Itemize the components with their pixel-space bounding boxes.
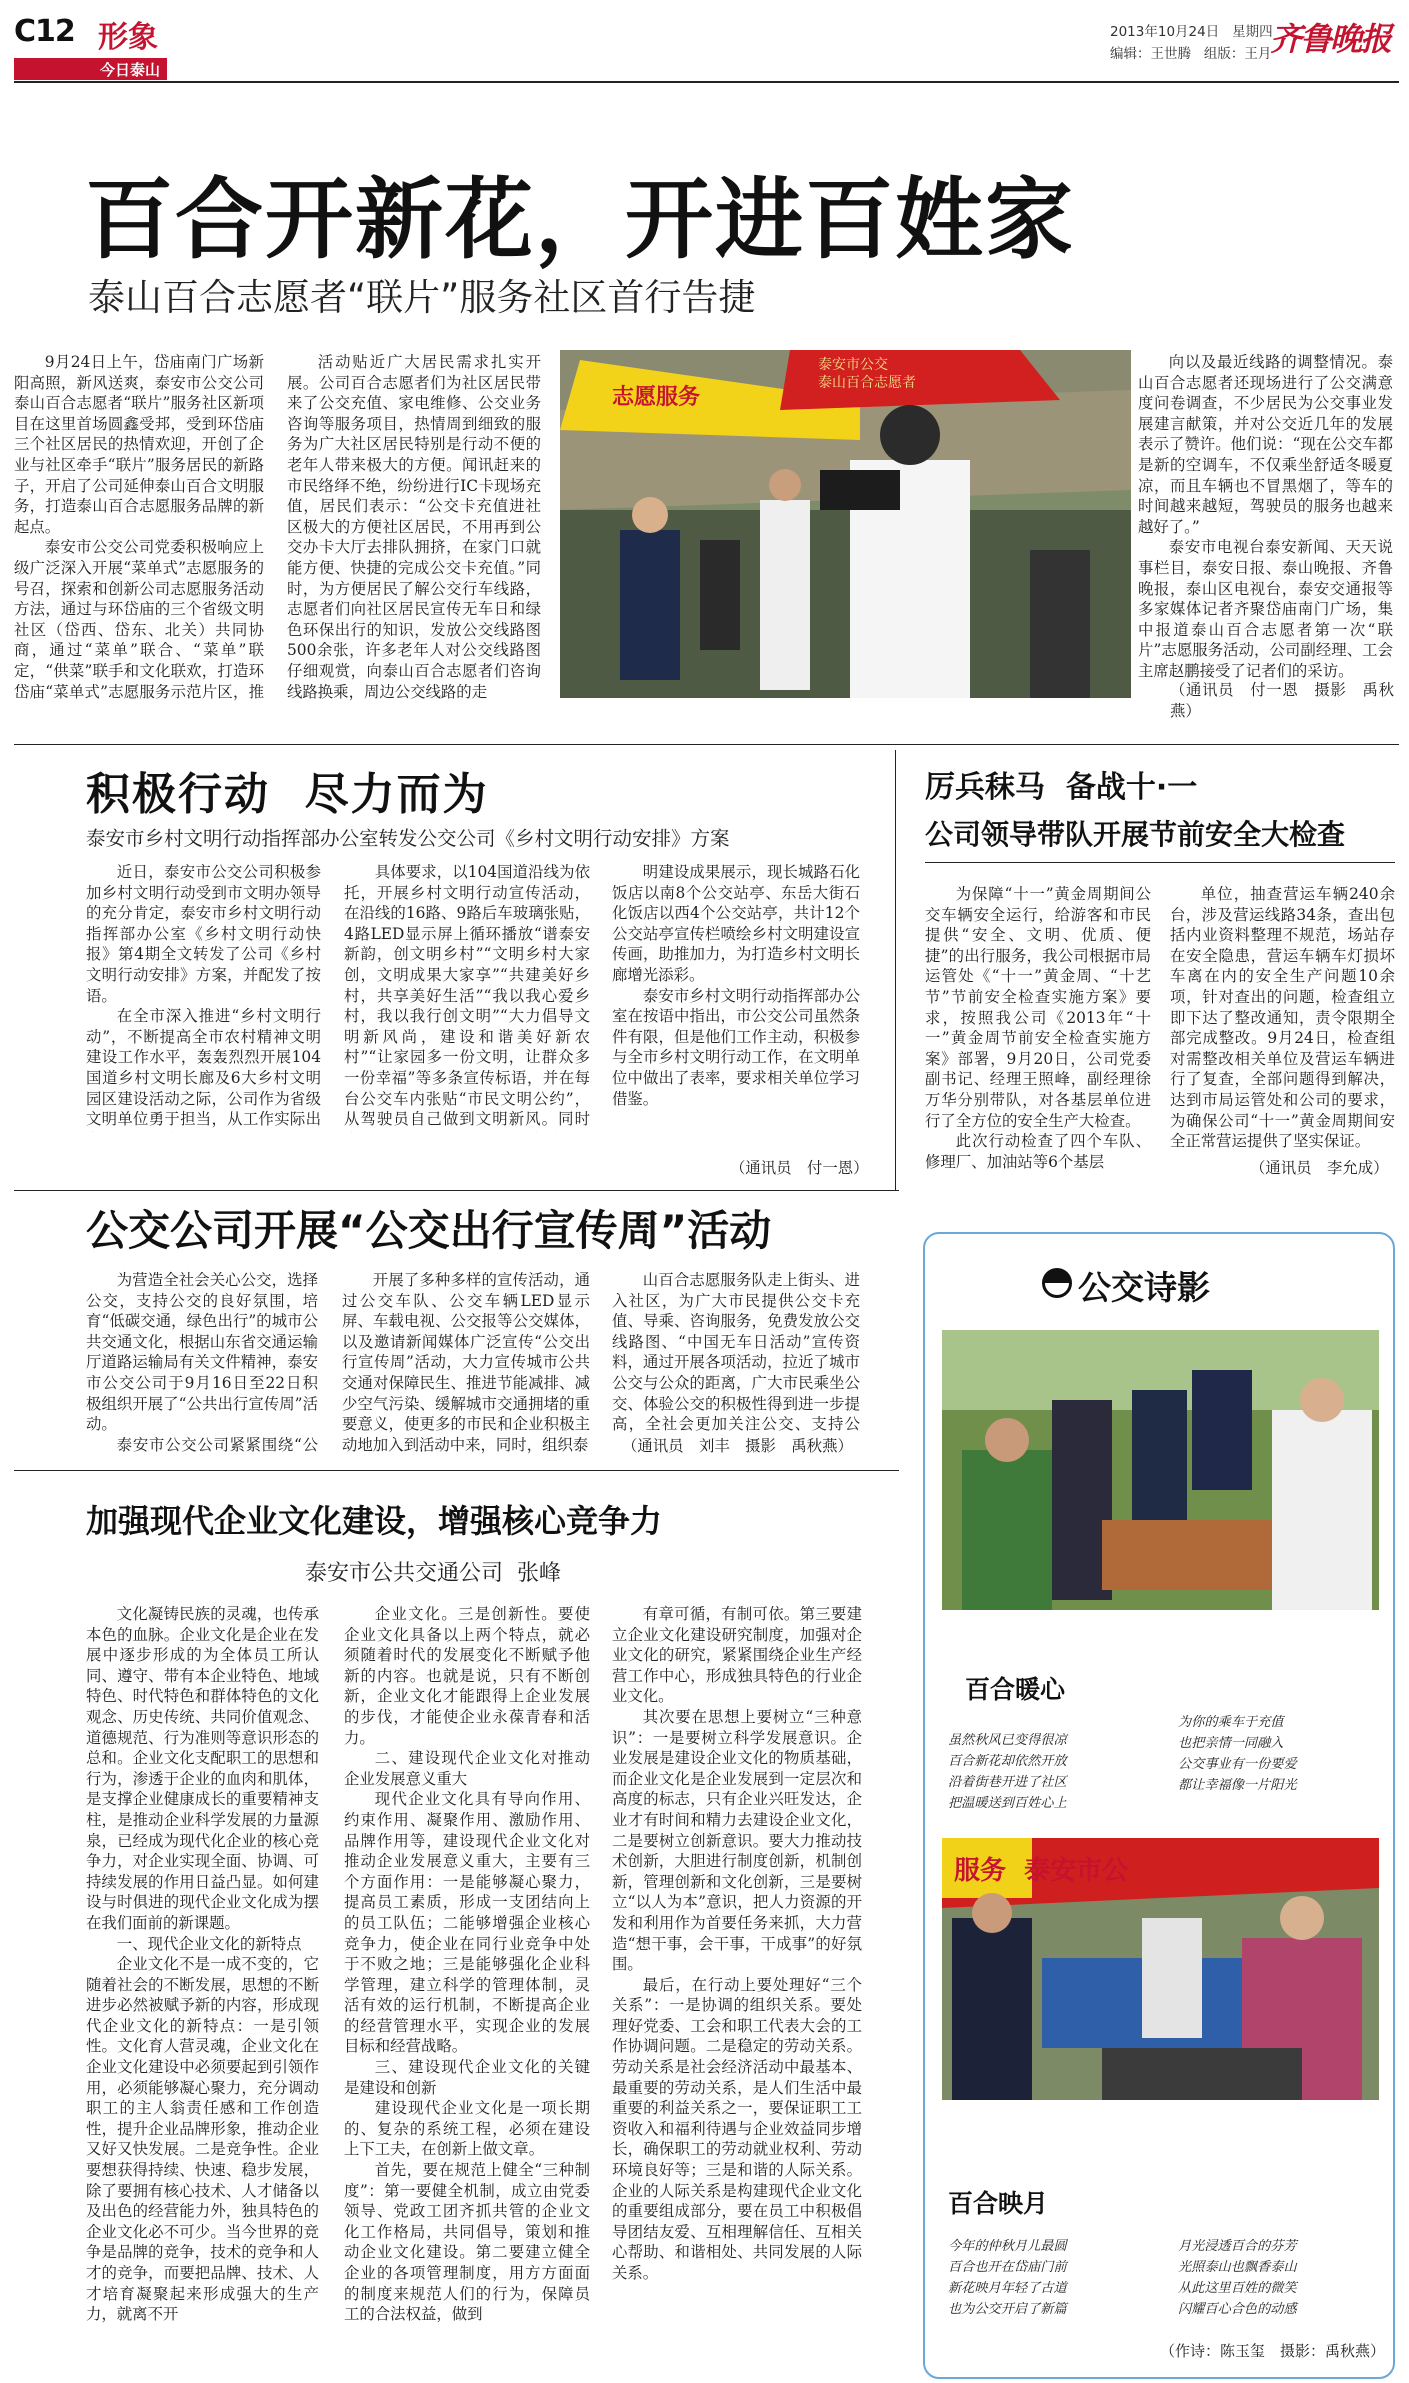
story4-col2	[342, 1270, 590, 1455]
main-story-byline: （通讯员 付一恩 摄影 禹秋燕）	[1170, 681, 1394, 720]
paragraph: 为保障“十一”黄金周期间公交车辆安全运行，给游客和市民提供“安全、文明、优质、便捷”的出行服务，我公司根据市局运管处《“十一”黄金周、“十艺节”节前安全检查实施方案》要求，按照我公司《2013年“十一”黄金周节前安全检查实施方案》部署，9月20日，公司党委副书记、经理王照峰，副经理徐万华分别带队，对各基层单位进行了全方位的安全生产大检查。	[925, 885, 1151, 1130]
paragraph: 文化凝铸民族的灵魂，也传承本色的血脉。企业文化是企业在发展中逐步形成的为全体员工所认同、遵守、带有本企业特色、地域特色、时代特色和群体特色的文化观念、历史传统、共同价值观念、道德规范、行为准则等意识形态的总和。企业文化支配职工的思想和行为，渗透于企业的血肉和肌体，是支撑企业健康成长的重要精神支柱，是推动企业科学发展的力量源泉，已经成为现代化企业的核心竞争力，对企业实现全面、协调、可持续发展的作用日益凸显。如何建设与时俱进的现代企业文化成为摆在我们面前的新课题。	[86, 1605, 319, 1932]
poem1-line: 公交事业有一份要爱	[1178, 1757, 1297, 1772]
photo-banner-company: 泰安市公交 泰山百合志愿者	[818, 357, 916, 391]
paragraph: 在全市深入推进“乡村文明行动”，不断提高全市农村精神文明建设工作水平，轰轰烈烈开展104国道乡村文明长廊及6大乡村文明园区建设活动之际，公司作为省级文明单位勇于担当，从工作实际出	[86, 1007, 321, 1129]
newspaper-logo: 齐鲁晚报	[1270, 20, 1391, 58]
main-story-col1	[14, 352, 264, 702]
story2-subheadline: 泰安市乡村文明行动指挥部办公室转发公交公司《乡村文明行动安排》方案	[86, 827, 730, 850]
editor-credit: 编辑：王世腾 组版：王月	[1110, 46, 1272, 62]
story2-col1	[86, 862, 321, 1132]
paragraph: 其次要在思想上要树立“三种意识”：一是要树立科学发展意识。企业发展是建设企业文化的物质基础，而企业文化是企业发展到一定层次和高度的标志，只有企业兴旺发达，企业才有时间和精力去建设企业文化，二是要树立创新意识。要大力推动技术创新，大胆进行制度创新，机制创新，管理创新和文化创新，三是要树立“以人为本”意识，把人力资源的开发和利用作为首要任务来抓，大力营造“想干事，会干事，干成事”的好氛围。	[612, 1707, 862, 1974]
poem2-line: 光照泰山也飘香泰山	[1178, 2260, 1297, 2275]
paragraph: 泰安市电视台泰安新闻、天天说事栏目，泰安日报、泰山晚报、齐鲁晚报，泰山区电视台，泰安交通报等多家媒体记者齐聚岱庙南门广场，集中报道泰山百合志愿者第一次“联片”志愿服务活动，公司副经理、工会主席赵鹏接受了记者们的采访。	[1138, 538, 1393, 680]
story5-headline: 加强现代企业文化建设，增强核心竞争力	[86, 1502, 663, 1540]
story4-headline: 公交公司开展“公交出行宣传周”活动	[86, 1206, 772, 1255]
paragraph: 泰安市乡村文明行动指挥部办公室在按语中指出，市公交公司虽然条件有限，但是他们工作主动，积极参与全市乡村文明行动工作，在文明单位中做出了表率，要求相关单位学习借鉴。	[612, 986, 860, 1108]
divider-vertical-story3	[895, 750, 896, 1190]
story4-col1	[86, 1270, 318, 1455]
story2-headline: 积极行动 尽力而为	[86, 769, 489, 820]
poetry-byline: （作诗：陈玉玺 摄影：禹秋燕）	[1160, 2342, 1386, 2360]
story4-col3	[612, 1270, 860, 1435]
paragraph: 为营造全社会关心公交，选择公交，支持公交的良好氛围，培育“低碳交通，绿色出行”的城市公共交通文化，根据山东省交通运输厅道路运输局有关文件精神，泰安市公交公司于9月16日至22日积极组织开展了“公共出行宣传周”活动。	[86, 1271, 318, 1434]
poetry-title: 公交诗影	[1078, 1268, 1210, 1307]
poem1-line: 为你的乘车于充值	[1178, 1715, 1284, 1730]
story5-author: 泰安市公共交通公司 张峰	[305, 1561, 561, 1586]
story3-col1	[925, 884, 1151, 1179]
poem2-line: 也为公交开启了新篇	[948, 2302, 1067, 2317]
poem1-line: 百合新花却依然开放	[948, 1754, 1067, 1769]
paragraph: 最后，在行动上要处理好“三个关系”：一是协调的组织关系。要处理好党委、工会和职工代表大会的工作协调问题。二是稳定的劳动关系。劳动关系是社会经济活动中最基本、最重要的劳动关系，是人们生活中最重要的利益关系之一，要保证职工工资收入和福利待遇与企业效益同步增长，确保职工的劳动就业权利、劳动环境良好等；三是和谐的人际关系。企业的人际关系是构建现代企业文化的重要组成部分，要在员工中积极倡导团结友爱、互相理解信任、互相关心帮助、和谐相处、共同发展的人际关系。	[612, 1975, 862, 2282]
paragraph: 现代企业文化具有导向作用、约束作用、凝聚作用、激励作用、品牌作用等，建设现代企业文化对推动企业发展意义重大，主要有三个方面作用：一是能够凝心聚力，提高员工素质，形成一支团结向上的员工队伍；二能够增强企业核心竞争力，使企业在同行业竞争中处于不败之地；三是能够强化企业科学管理，建立科学的管理体制，灵活有效的运行机制，不断提高企业的经营管理水平，实现企业的发展目标和经营战略。	[344, 1790, 590, 2056]
paragraph: 近日，泰安市公交公司积极参加乡村文明行动受到市文明办领导的充分肯定，泰安市乡村文明行动指挥部办公室《乡村文明行动快报》第4期全文转发了公司《乡村文明行动安排》方案，并配发了按语。	[86, 863, 321, 1005]
poem2-line: 月光浸透百合的芬芳	[1178, 2239, 1297, 2254]
paragraph: 建设现代企业文化是一项长期的、复杂的系统工程，必须在建设上下工夫，在创新上做文章。	[344, 2099, 590, 2159]
main-subheadline: 泰山百合志愿者“联片”服务社区首行告捷	[88, 276, 756, 319]
poem1-line: 沿着街巷开进了社区	[948, 1775, 1067, 1790]
story3-col2	[1170, 884, 1395, 1154]
poem2-title: 百合映月	[948, 2189, 1049, 2218]
paragraph: 泰安市公交公司紧紧围绕“公	[116, 1435, 318, 1454]
paragraph: 二、建设现代企业文化对推动企业发展意义重大	[344, 1749, 590, 1788]
masthead-rule	[14, 81, 1399, 83]
paragraph: 企业文化。三是创新性。要使企业文化具备以上两个特点，就必须随着时代的发展变化不断赋予他新的内容。也就是说，只有不断创新，企业文化才能跟得上企业发展的步伐，才能使企业永葆青春和活力。	[344, 1605, 590, 1747]
poem1-left	[948, 1730, 1158, 1814]
poetry-logo-icon	[1042, 1268, 1072, 1298]
paragraph: 活动贴近广大居民需求扎实开展。公司百合志愿者们为社区居民带来了公交充值、家电维修、公交业务咨询等服务项目，热情周到细致的服务为广大社区居民特别是行动不便的老年人带来极大的方便。闻讯赶来的市民络绎不绝，纷纷进行IC卡现场充值，居民们表示：“公交卡充值进社区极大的方便社区居民，不用再到公交办卡大厅去排队拥挤，在家门口就能方便、快捷的完成公交卡充值。”同时，为方便居民了解公交行车线路，志愿者们向社区居民宣传无车日和绿色环保出行的知识，发放公交线路图500余张，许多老年人对公交线路图仔细观赏，向泰山百合志愿者们咨询线路换乘，周边公交线路的走	[287, 353, 541, 701]
story5-col1	[86, 1604, 319, 2379]
main-story-col2	[287, 352, 541, 722]
main-headline: 百合开新花，开进百姓家	[85, 168, 1076, 271]
poem1-title: 百合暖心	[965, 1675, 1066, 1704]
photo-banner-volunteer: 志愿服务	[612, 385, 701, 410]
poem2-line: 从此这里百姓的微笑	[1178, 2281, 1297, 2296]
story2-col2	[344, 862, 590, 1132]
story2-byline: （通讯员 付一恩）	[730, 1159, 869, 1177]
poetry-photo-1	[942, 1330, 1379, 1610]
divider-main	[14, 744, 1399, 745]
story3-byline: （通讯员 李允成）	[1250, 1159, 1389, 1177]
paragraph: 具体要求，以104国道沿线为依托，开展乡村文明行动宣传活动，在沿线的16路、9路后车玻璃张贴，4路LED显示屏上循环播放“谱泰安新韵，创文明乡村”“文明乡村大家创，文明成果大家享”“共建美好乡村，共享美好生活”“我以我心爱乡村，我以我行创文明”“大力倡导文明新风尚，建设和谐美好新农村”“让家园多一份文明，让群众多一份幸福”等多条宣传标语，并在每台公交车内张贴“市民文明公约”，从驾驶员自己做到文明新风。同时	[344, 863, 590, 1129]
poem1-line: 都让幸福像一片阳光	[1178, 1778, 1297, 1793]
section-title: 形象	[98, 20, 158, 55]
main-story-col3	[1138, 352, 1393, 682]
story2-col3	[612, 862, 860, 1132]
paragraph: 有章可循，有制可依。第三要建立企业文化建设研究制度，加强对企业文化的研究，紧紧围绕企业生产经营工作中心，形成独具特色的行业企业文化。	[612, 1605, 862, 1706]
paragraph: 向以及最近线路的调整情况。泰山百合志愿者还现场进行了公交满意度问卷调查，不少居民为公交事业发展建言献策，并对公交近几年的发展表示了赞许。他们说：“现在公交车都是新的空调车，不仅乘坐舒适冬暖夏凉，而且车辆也不冒黑烟了，等车的时间越来越短，驾驶员的服务也越来越好了。”	[1138, 353, 1393, 536]
paragraph: 单位，抽查营运车辆240余台，涉及营运线路34条，查出包括内业资料整理不规范，场站存在安全隐患，营运车辆车灯损坏车离在内的安全生产问题10余项，针对查出的问题，检查组立即下达了整改通知，责令限期全部完成整改。9月24日，检查组对需整改相关单位及营运车辆进行了复查，全部问题得到解决，达到市局运管处和公司的要求，为确保公司“十一”黄金周期间安全正常营运提供了坚实保证。	[1170, 885, 1395, 1151]
paragraph: 三、建设现代企业文化的关键是建设和创新	[344, 2058, 590, 2097]
paragraph: 企业文化不是一成不变的，它随着社会的不断发展，思想的不断进步必然被赋予新的内容，形成现代企业文化的新特点：一是引领性。文化育人营灵魂，企业文化在企业文化建设中必须要起到引领作用，必须能够凝心聚力，充分调动职工的主人翁责任感和工作创造性，提升企业品牌形象，推动企业又好又快发展。二是竞争性。企业要想获得持续、快速、稳步发展，除了要拥有核心技术、人才储备以及出色的经营能力外，独具特色的企业文化必不可少。当今世界的竞争是品牌的竞争，技术的竞争和人才的竞争，而要把品牌、技术、人才培育凝聚起来形成强大的生产力，就离不开	[86, 1955, 319, 2324]
divider-story5	[14, 1470, 899, 1471]
poem2-line: 新花映月年轻了古道	[948, 2281, 1067, 2296]
poem1-right	[1178, 1712, 1388, 1796]
paragraph: 泰安市公交公司党委积极响应上级广泛深入开展“菜单式”志愿服务的号召，探索和创新公司志愿服务活动方法，通过与环岱庙的三个省级文明社区（岱西、岱东、北关）共同协商，通过“菜单”联合、“菜单”联定，“供菜”联手和文化联欢，打造环岱庙“菜单式”志愿服务示范片区，推	[14, 538, 264, 701]
issue-date: 2013年10月24日 星期四	[1110, 24, 1273, 40]
poem2-line: 今年的仲秋月儿最圆	[948, 2239, 1067, 2254]
paragraph: 9月24日上午，岱庙南门广场新阳高照，新风送爽，泰安市公交公司泰山百合志愿者“联片”服务社区新项目在这里首场圆鑫受邦，受到环岱庙三个社区居民的热情欢迎，开创了企业与社区牵手“联片”服务居民的新路子，开启了公司延伸泰山百合文明服务，打造泰山百合志愿服务品牌的新起点。	[14, 353, 264, 536]
story4-byline: （通讯员 刘丰 摄影 禹秋燕）	[622, 1437, 853, 1455]
poem2-line: 百合也开在岱庙门前	[948, 2260, 1067, 2275]
story5-col3	[612, 1604, 862, 2379]
story5-col2	[344, 1604, 590, 2379]
paragraph: 首先，要在规范上健全“三种制度”：第一要健全机制，成立由党委领导、党政工团齐抓共管的企业文化工作格局，共同倡导，策划和推动企业文化建设。第二要建立健全企业的各项管理制度，用方方面面的制度来规范人们的行为，保障员工的合法权益，做到	[344, 2161, 590, 2324]
paragraph: 开展了多种多样的宣传活动，通过公交车队、公交车辆LED显示屏、车载电视、公交报等公交媒体，以及邀请新闻媒体广泛宣传“公交出行宣传周”活动，大力宣传城市公共交通对保障民生、推进节能减排、减少空气污染、缓解城市交通拥堵的重要意义，使更多的市民和企业积极主动地加入到活动中来，同时，组织泰	[342, 1271, 590, 1454]
poetry-photo-2	[942, 1838, 1379, 2100]
paragraph: 山百合志愿服务队走上街头、进入社区，为广大市民提供公交卡充值、导乘、咨询服务，免费发放公交线路图、“中国无车日活动”宣传资料，通过开展各项活动，拉近了城市公交与公众的距离，广大市民乘坐公交、体验公交的积极性得到进一步提高，全社会更加关注公交、支持公	[612, 1271, 860, 1434]
poem1-line: 虽然秋风已变得很凉	[948, 1733, 1067, 1748]
main-story-photo	[560, 350, 1131, 698]
story3-rule	[925, 862, 1395, 863]
page-number: C12	[14, 14, 75, 49]
paragraph: 明建设成果展示，现长城路石化饭店以南8个公交站亭、东岳大街石化饭店以西4个公交站亭，共计12个公交站亭宣传栏喷绘乡村文明建设宣传画，助推加力，为打造乡村文明长廊增光添彩。	[612, 863, 860, 984]
photo2-banner: 服务 泰安市公	[954, 1856, 1129, 1886]
divider-story4	[14, 1190, 899, 1191]
poem1-line: 把温暖送到百姓心上	[948, 1796, 1067, 1811]
subsection-title: 今日泰山	[100, 61, 161, 79]
poem1-line: 也把亲情一同融入	[1178, 1736, 1284, 1751]
poem2-left	[948, 2236, 1158, 2320]
paragraph: 此次行动检查了四个车队、修理厂、加油站等6个基层	[925, 1132, 1151, 1171]
poem2-right	[1178, 2236, 1388, 2320]
paragraph: 一、现代企业文化的新特点	[116, 1934, 302, 1953]
poem2-line: 闪耀百心合色的动感	[1178, 2302, 1297, 2317]
story3-headline-a: 厉兵秣马 备战十·一	[925, 770, 1198, 805]
story3-headline-b: 公司领导带队开展节前安全大检查	[925, 818, 1346, 851]
